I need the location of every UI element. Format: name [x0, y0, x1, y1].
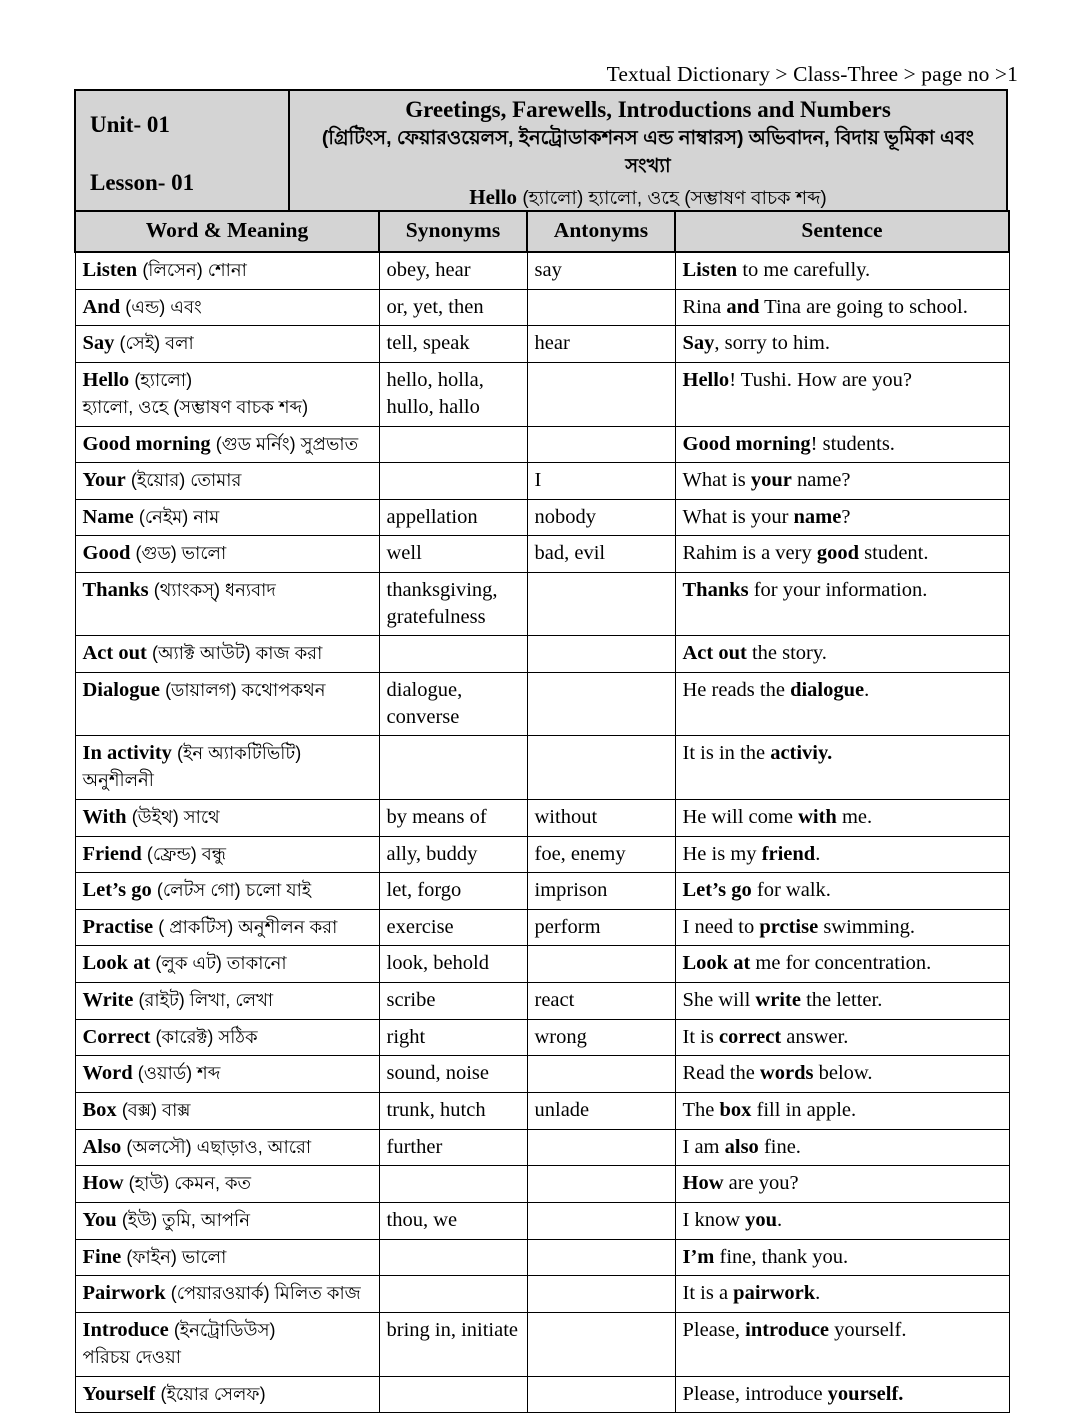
- lesson-keyword-bn: (হ্যালো) হ্যালো, ওহে (সম্ভাষণ বাচক শব্দ): [522, 188, 827, 210]
- sentence-keyword: correct: [718, 1025, 782, 1048]
- cell-word-meaning: [75, 672, 379, 735]
- sentence-keyword: How: [682, 1172, 724, 1195]
- cell-sentence: [675, 873, 1009, 910]
- cell-word-meaning: [75, 499, 379, 536]
- cell-word-meaning: [75, 799, 379, 836]
- sentence-keyword: activiy.: [770, 742, 833, 765]
- cell-synonyms: [379, 1166, 527, 1203]
- word-bengali: (লুক এট) তাকানো: [155, 953, 287, 974]
- sentence-keyword: yourself.: [827, 1382, 904, 1405]
- sentence-suffix: swimming.: [818, 915, 916, 938]
- word-english: Hello: [82, 368, 130, 391]
- word-bengali: (উইথ) সাথে: [131, 806, 220, 827]
- word-english: Friend: [82, 842, 142, 865]
- word-bengali: ( প্রাকটিস) অনুশীলন করা: [158, 916, 338, 937]
- table-row: [75, 946, 1009, 983]
- word-bengali: (এন্ড) এবং: [125, 296, 202, 317]
- sentence-suffix: fill in apple.: [751, 1099, 857, 1122]
- lesson-keyword-line: [298, 183, 998, 212]
- cell-antonyms: [527, 736, 675, 800]
- table-row: [75, 1202, 1009, 1239]
- sentence-suffix: are you?: [723, 1172, 799, 1195]
- word-bengali: (নেইম) নাম: [138, 506, 220, 527]
- cell-synonyms: [379, 1239, 527, 1276]
- sentence-suffix: the letter.: [800, 989, 883, 1012]
- sentence-keyword: Hello: [682, 368, 730, 391]
- cell-sentence: [675, 1166, 1009, 1203]
- word-english: Fine: [82, 1245, 122, 1268]
- cell-word-meaning: [75, 1239, 379, 1276]
- cell-word-meaning: [75, 573, 379, 636]
- cell-sentence: [675, 499, 1009, 536]
- word-bengali-secondary: অনুশীলনী: [82, 769, 154, 790]
- cell-sentence: [675, 1093, 1009, 1130]
- sentence-prefix: She will: [682, 989, 756, 1012]
- table-row: [75, 252, 1009, 289]
- cell-sentence: [675, 1312, 1009, 1376]
- cell-synonyms: ally, buddy: [379, 836, 527, 873]
- cell-antonyms: [527, 573, 675, 636]
- cell-synonyms: appellation: [379, 499, 527, 536]
- word-english: And: [82, 295, 121, 318]
- cell-sentence: [675, 836, 1009, 873]
- cell-sentence: [675, 1056, 1009, 1093]
- cell-word-meaning: [75, 1312, 379, 1376]
- table-row: [75, 799, 1009, 836]
- sentence-keyword: pairwork: [733, 1282, 816, 1305]
- cell-sentence: [675, 252, 1009, 289]
- cell-synonyms: let, forgo: [379, 873, 527, 910]
- cell-synonyms: right: [379, 1019, 527, 1056]
- cell-synonyms: bring in, initiate: [379, 1312, 527, 1376]
- word-english: Correct: [82, 1025, 151, 1048]
- cell-synonyms: exercise: [379, 909, 527, 946]
- column-header-antonyms: Antonyms: [527, 211, 675, 252]
- cell-sentence: [675, 326, 1009, 363]
- column-header-sentence: Sentence: [675, 211, 1009, 252]
- sentence-prefix: It is a: [682, 1282, 734, 1305]
- sentence-keyword: write: [755, 989, 801, 1012]
- cell-antonyms: I: [527, 463, 675, 500]
- table-row: [75, 362, 1009, 426]
- sentence-suffix: ! Tushi. How are you?: [729, 368, 912, 391]
- sentence-keyword: Let’s go: [682, 879, 752, 902]
- word-bengali: (লেটস গো) চলো যাই: [156, 880, 312, 901]
- lesson-title-bn: (গ্রিটিংস, ফেয়ারওয়েলস, ইনট্রোডাকশনস এন্ড নাম্বারস) অভিবাদন, বিদায় ভূমিকা এবং সংখ্যা: [321, 126, 975, 177]
- cell-word-meaning: [75, 1202, 379, 1239]
- table-header-row: [75, 211, 1009, 252]
- cell-sentence: [675, 909, 1009, 946]
- word-bengali: (ওয়ার্ড) শব্দ: [137, 1063, 221, 1084]
- sentence-prefix: He will come: [682, 805, 799, 828]
- sentence-prefix: What is: [682, 469, 751, 492]
- word-bengali: (হাউ) কেমন, কত: [128, 1173, 252, 1194]
- word-bengali: (ইনট্রোডিউস): [173, 1319, 276, 1340]
- column-header-word-meaning: Word & Meaning: [75, 211, 379, 252]
- sentence-suffix: fine.: [758, 1135, 801, 1158]
- cell-sentence: [675, 946, 1009, 983]
- cell-sentence: [675, 289, 1009, 326]
- table-row: [75, 289, 1009, 326]
- sentence-prefix: Please,: [682, 1318, 746, 1341]
- cell-word-meaning: [75, 326, 379, 363]
- sentence-prefix: I need to: [682, 915, 760, 938]
- sentence-suffix: .: [815, 842, 821, 865]
- column-header-synonyms: Synonyms: [379, 211, 527, 252]
- word-english: Thanks: [82, 579, 149, 602]
- word-english: With: [82, 805, 127, 828]
- sentence-suffix: the story.: [746, 642, 827, 665]
- table-row: [75, 499, 1009, 536]
- cell-synonyms: [379, 426, 527, 463]
- cell-sentence: [675, 983, 1009, 1020]
- word-bengali: (ইন অ্যাকটিভিটি): [177, 743, 302, 764]
- sentence-suffix: .: [864, 678, 870, 701]
- word-bengali: (ফ্রেন্ড) বন্ধু: [146, 843, 227, 864]
- cell-antonyms: [527, 946, 675, 983]
- cell-synonyms: [379, 463, 527, 500]
- sentence-keyword: also: [724, 1135, 759, 1158]
- sentence-keyword: Act out: [682, 642, 747, 665]
- cell-antonyms: unlade: [527, 1093, 675, 1130]
- sentence-keyword: dialogue: [790, 678, 865, 701]
- table-row: [75, 1093, 1009, 1130]
- word-bengali: (ইয়োর) তোমার: [130, 470, 242, 491]
- cell-word-meaning: [75, 1276, 379, 1313]
- sentence-keyword: Good morning: [682, 432, 811, 455]
- breadcrumb: Textual Dictionary > Class-Three > page no >1: [606, 62, 1018, 86]
- cell-sentence: [675, 736, 1009, 800]
- lesson-keyword-en: Hello: [469, 185, 518, 210]
- sentence-keyword: you: [745, 1208, 778, 1231]
- word-bengali: (হ্যালো): [134, 369, 193, 390]
- sentence-suffix: ! students.: [810, 432, 895, 455]
- sentence-prefix: He is my: [682, 842, 762, 865]
- table-row: [75, 1276, 1009, 1313]
- word-english: Say: [82, 332, 115, 355]
- word-bengali: (ফাইন) ভালো: [126, 1246, 227, 1267]
- word-bengali: (অলসৌ) এছাড়াও, আরো: [126, 1136, 312, 1157]
- table-row: [75, 1129, 1009, 1166]
- word-bengali: (পেয়ারওয়ার্ক) মিলিত কাজ: [170, 1283, 361, 1304]
- sentence-suffix: for your information.: [748, 579, 928, 602]
- word-english: Name: [82, 505, 134, 528]
- cell-word-meaning: [75, 362, 379, 426]
- cell-word-meaning: [75, 536, 379, 573]
- word-english: Yourself: [82, 1382, 156, 1405]
- cell-word-meaning: [75, 289, 379, 326]
- word-english: Act out: [82, 642, 147, 665]
- table-row: [75, 1056, 1009, 1093]
- table-row: [75, 463, 1009, 500]
- sentence-suffix: below.: [813, 1062, 873, 1085]
- word-bengali: (ইউ) তুমি, আপনি: [121, 1209, 250, 1230]
- word-bengali: (গুড) ভালো: [135, 543, 227, 564]
- cell-word-meaning: [75, 946, 379, 983]
- lesson-header-block: [74, 89, 1008, 220]
- sentence-keyword: name: [793, 505, 842, 528]
- table-row: [75, 672, 1009, 735]
- lesson-title-cell: [289, 90, 1007, 219]
- sentence-prefix: Rahim is a very: [682, 542, 817, 565]
- cell-synonyms: or, yet, then: [379, 289, 527, 326]
- cell-antonyms: imprison: [527, 873, 675, 910]
- word-english: Word: [82, 1062, 133, 1085]
- cell-word-meaning: [75, 1376, 379, 1413]
- word-bengali: (ইয়োর সেলফ): [160, 1383, 266, 1404]
- cell-word-meaning: [75, 1019, 379, 1056]
- cell-synonyms: obey, hear: [379, 252, 527, 289]
- cell-word-meaning: [75, 636, 379, 673]
- word-english: Practise: [82, 915, 154, 938]
- cell-word-meaning: [75, 909, 379, 946]
- cell-synonyms: by means of: [379, 799, 527, 836]
- word-english: Also: [82, 1135, 122, 1158]
- sentence-prefix: It is in the: [682, 742, 771, 765]
- cell-sentence: [675, 636, 1009, 673]
- cell-antonyms: foe, enemy: [527, 836, 675, 873]
- cell-synonyms: well: [379, 536, 527, 573]
- cell-word-meaning: [75, 1129, 379, 1166]
- sentence-prefix: I am: [682, 1135, 725, 1158]
- cell-word-meaning: [75, 983, 379, 1020]
- sentence-keyword: and: [726, 295, 760, 318]
- cell-synonyms: look, behold: [379, 946, 527, 983]
- cell-word-meaning: [75, 252, 379, 289]
- cell-synonyms: trunk, hutch: [379, 1093, 527, 1130]
- word-english: Your: [82, 469, 126, 492]
- cell-synonyms: thou, we: [379, 1202, 527, 1239]
- word-bengali-secondary: হ্যালো, ওহে (সম্ভাষণ বাচক শব্দ): [82, 396, 309, 417]
- word-english: Listen: [82, 258, 138, 281]
- sentence-keyword: words: [759, 1062, 814, 1085]
- cell-antonyms: [527, 1276, 675, 1313]
- cell-antonyms: react: [527, 983, 675, 1020]
- cell-antonyms: hear: [527, 326, 675, 363]
- cell-synonyms: scribe: [379, 983, 527, 1020]
- table-row: [75, 1376, 1009, 1413]
- table-row: [75, 736, 1009, 800]
- table-row: [75, 909, 1009, 946]
- cell-antonyms: [527, 1056, 675, 1093]
- cell-antonyms: [527, 1376, 675, 1413]
- sentence-prefix: It is: [682, 1025, 719, 1048]
- word-english: Good: [82, 542, 131, 565]
- word-bengali: (গুড মর্নিং) সুপ্রভাত: [215, 433, 359, 454]
- table-row: [75, 1239, 1009, 1276]
- cell-synonyms: [379, 1276, 527, 1313]
- sentence-prefix: Read the: [682, 1062, 760, 1085]
- sentence-keyword: box: [719, 1099, 752, 1122]
- cell-sentence: [675, 1129, 1009, 1166]
- cell-antonyms: [527, 1312, 675, 1376]
- unit-lesson-cell: [75, 90, 289, 219]
- table-row: [75, 426, 1009, 463]
- cell-sentence: [675, 1239, 1009, 1276]
- sentence-suffix: .: [815, 1282, 821, 1305]
- cell-word-meaning: [75, 873, 379, 910]
- cell-word-meaning: [75, 836, 379, 873]
- word-english: In activity: [82, 742, 172, 765]
- sentence-keyword: Look at: [682, 952, 751, 975]
- cell-synonyms: [379, 736, 527, 800]
- cell-synonyms: dialogue, converse: [379, 672, 527, 735]
- cell-antonyms: say: [527, 252, 675, 289]
- sentence-keyword: I’m: [682, 1245, 715, 1268]
- word-bengali: (রাইট) লিখা, লেখা: [138, 990, 274, 1011]
- cell-antonyms: [527, 636, 675, 673]
- word-english: Good morning: [82, 432, 211, 455]
- sentence-keyword: Say: [682, 332, 715, 355]
- word-english: Write: [82, 989, 134, 1012]
- cell-antonyms: [527, 1202, 675, 1239]
- cell-synonyms: further: [379, 1129, 527, 1166]
- dictionary-table: [74, 210, 1010, 1413]
- table-row: [75, 326, 1009, 363]
- sentence-suffix: yourself.: [829, 1318, 907, 1341]
- sentence-suffix: Tina are going to school.: [759, 295, 968, 318]
- dictionary-body: [75, 252, 1009, 1413]
- cell-synonyms: tell, speak: [379, 326, 527, 363]
- sentence-keyword: Thanks: [682, 579, 749, 602]
- cell-synonyms: [379, 636, 527, 673]
- word-english: How: [82, 1172, 124, 1195]
- cell-sentence: [675, 536, 1009, 573]
- sentence-suffix: , sorry to him.: [714, 332, 830, 355]
- sentence-prefix: What is your: [682, 505, 794, 528]
- sentence-prefix: I know: [682, 1208, 746, 1231]
- table-row: [75, 636, 1009, 673]
- word-bengali: (থ্যাংকস্) ধন্যবাদ: [153, 580, 276, 601]
- sentence-keyword: with: [798, 805, 837, 828]
- sentence-prefix: The: [682, 1099, 720, 1122]
- sentence-suffix: to me carefully.: [737, 258, 871, 281]
- cell-antonyms: [527, 1239, 675, 1276]
- lesson-title-en: Greetings, Farewells, Introductions and Numbers: [405, 97, 891, 122]
- sentence-prefix: Rina: [682, 295, 727, 318]
- word-english: You: [82, 1208, 117, 1231]
- cell-word-meaning: [75, 426, 379, 463]
- table-row: [75, 536, 1009, 573]
- cell-word-meaning: [75, 463, 379, 500]
- table-row: [75, 983, 1009, 1020]
- sentence-keyword: Listen: [682, 258, 738, 281]
- cell-antonyms: wrong: [527, 1019, 675, 1056]
- word-bengali-secondary: পরিচয় দেওয়া: [82, 1346, 181, 1367]
- sentence-suffix: name?: [791, 469, 851, 492]
- cell-synonyms: sound, noise: [379, 1056, 527, 1093]
- cell-sentence: [675, 1202, 1009, 1239]
- cell-antonyms: [527, 362, 675, 426]
- sentence-suffix: student.: [859, 542, 929, 565]
- sentence-suffix: fine, thank you.: [714, 1245, 849, 1268]
- sentence-suffix: for walk.: [751, 879, 831, 902]
- cell-sentence: [675, 1376, 1009, 1413]
- cell-antonyms: [527, 1129, 675, 1166]
- cell-sentence: [675, 426, 1009, 463]
- cell-antonyms: perform: [527, 909, 675, 946]
- sentence-keyword: prctise: [759, 915, 819, 938]
- sentence-suffix: .: [777, 1208, 783, 1231]
- word-bengali: (ডায়ালগ) কথোপকথন: [165, 679, 326, 700]
- word-english: Dialogue: [82, 678, 160, 701]
- sentence-prefix: Please, introduce: [682, 1382, 828, 1405]
- cell-sentence: [675, 573, 1009, 636]
- sentence-keyword: introduce: [745, 1318, 830, 1341]
- cell-word-meaning: [75, 1093, 379, 1130]
- cell-antonyms: [527, 426, 675, 463]
- sentence-prefix: He reads the: [682, 678, 791, 701]
- cell-antonyms: [527, 1166, 675, 1203]
- word-bengali: (বক্স) বাক্স: [121, 1100, 191, 1121]
- sentence-keyword: your: [750, 469, 792, 492]
- cell-sentence: [675, 1019, 1009, 1056]
- word-bengali: (কারেক্ট) সঠিক: [155, 1026, 258, 1047]
- sentence-suffix: me.: [836, 805, 873, 828]
- sentence-suffix: ?: [841, 505, 851, 528]
- word-bengali: (লিসেন) শোনা: [142, 259, 247, 280]
- table-row: [75, 573, 1009, 636]
- sentence-keyword: friend: [761, 842, 816, 865]
- word-bengali: (সেই) বলা: [119, 333, 194, 354]
- table-row: [75, 1166, 1009, 1203]
- word-english: Look at: [82, 952, 151, 975]
- cell-synonyms: hello, holla, hullo, hallo: [379, 362, 527, 426]
- word-english: Introduce: [82, 1318, 169, 1341]
- sentence-suffix: me for concentration.: [750, 952, 932, 975]
- unit-label: Unit- 01: [90, 112, 170, 138]
- word-english: Let’s go: [82, 879, 152, 902]
- cell-antonyms: [527, 289, 675, 326]
- word-english: Box: [82, 1099, 117, 1122]
- cell-word-meaning: [75, 736, 379, 800]
- cell-synonyms: [379, 1376, 527, 1413]
- cell-word-meaning: [75, 1056, 379, 1093]
- cell-word-meaning: [75, 1166, 379, 1203]
- table-row: [75, 1019, 1009, 1056]
- word-bengali: (অ্যাক্ট আউট) কাজ করা: [151, 643, 323, 664]
- table-row: [75, 1312, 1009, 1376]
- cell-sentence: [675, 362, 1009, 426]
- cell-antonyms: [527, 672, 675, 735]
- sentence-keyword: good: [816, 542, 860, 565]
- sentence-suffix: answer.: [781, 1025, 849, 1048]
- cell-sentence: [675, 799, 1009, 836]
- word-english: Pairwork: [82, 1282, 166, 1305]
- cell-antonyms: bad, evil: [527, 536, 675, 573]
- table-row: [75, 873, 1009, 910]
- cell-sentence: [675, 1276, 1009, 1313]
- cell-antonyms: without: [527, 799, 675, 836]
- cell-antonyms: nobody: [527, 499, 675, 536]
- lesson-label: Lesson- 01: [90, 170, 195, 196]
- cell-sentence: [675, 463, 1009, 500]
- cell-sentence: [675, 672, 1009, 735]
- table-row: [75, 836, 1009, 873]
- cell-synonyms: thanksgiving, gratefulness: [379, 573, 527, 636]
